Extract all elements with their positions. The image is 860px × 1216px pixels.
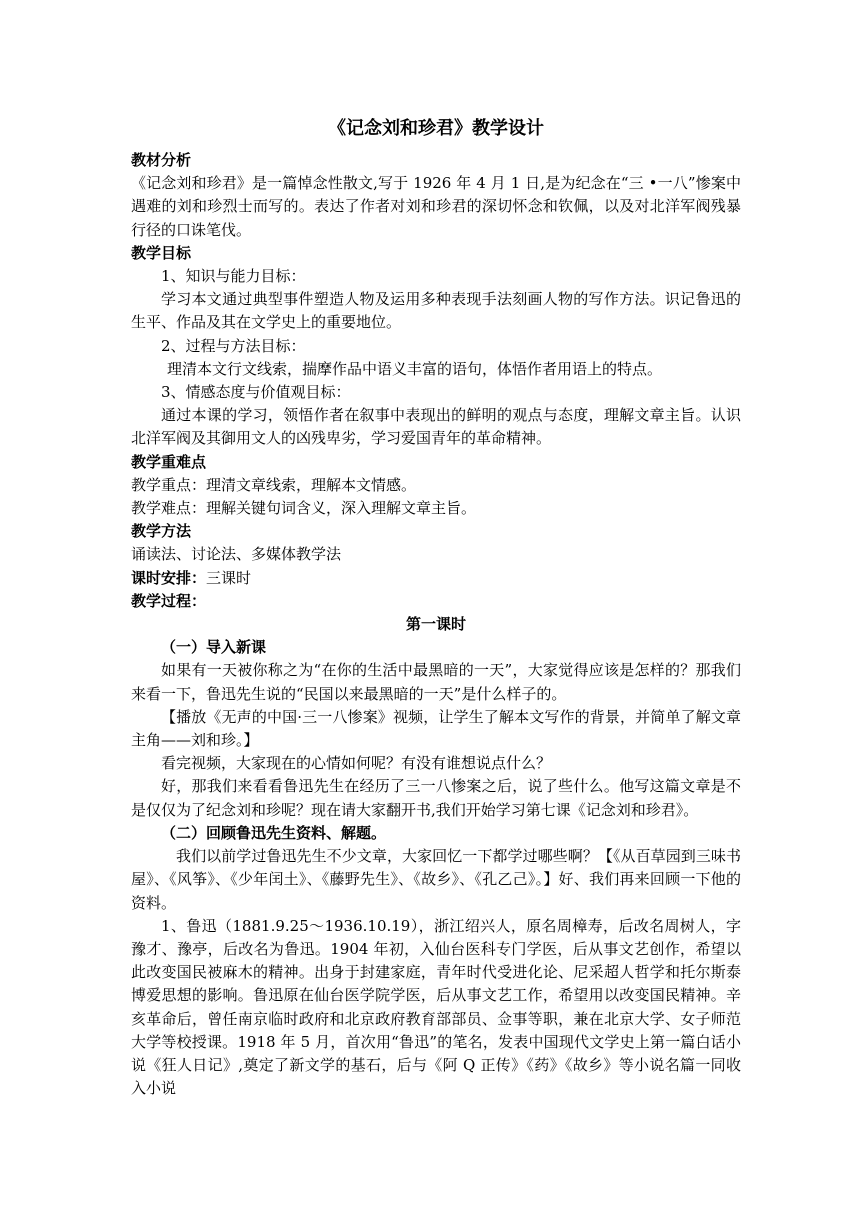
part1-paragraph-1: 如果有一天被你称之为“在你的生活中最黑暗的一天”，大家觉得应该是怎样的？那我们来看一下，鲁迅先生说的“民国以来最黑暗的一天”是什么样子的。 <box>131 661 741 703</box>
process-heading: 教学过程： <box>131 591 207 610</box>
part1-heading: （一）导入新课 <box>161 638 267 657</box>
goal2-text: 理清本文行文线索，揣摩作品中语义丰富的语句，体悟作者用语上的特点。 <box>167 359 663 378</box>
key-point: 教学重点：理清文章线索，理解本文情感。 <box>131 475 417 494</box>
lesson1-heading: 第一课时 <box>405 615 466 634</box>
material-heading: 教材分析 <box>131 151 192 169</box>
part2-paragraph-1: 我们以前学过鲁迅先生不少文章，大家回忆一下都学过哪些啊？【《从百草园到三味书屋》、《风筝》、《少年闰土》、《藤野先生》、《故乡》、《孔乙己》。】好、我们再来回顾一下他的资料。 <box>131 847 741 912</box>
schedule-line <box>131 567 741 590</box>
part1-paragraph-4: 好，那我们来看看鲁迅先生在经历了三一八惨案之后，说了些什么。他写这篇文章是不是仅仅为了纪念刘和珍呢？现在请大家翻开书,我们开始学习第七课《记念刘和珍君》。 <box>131 777 741 819</box>
part2-heading: （二）回顾鲁迅先生资料、解题。 <box>161 823 387 842</box>
goals-heading: 教学目标 <box>131 243 192 262</box>
goal3-text: 通过本课的学习，领悟作者在叙事中表现出的鲜明的观点与态度，理解文章主旨。认识北洋军阀及其御用文人的凶残卑劣，学习爱国青年的革命精神。 <box>131 406 741 448</box>
part2-paragraph-2: 1、鲁迅（1881.9.25～1936.10.19），浙江绍兴人，原名周樟寿，后改名周树人，字豫才、豫亭，后改名为鲁迅。1904 年初，入仙台医科专门学医，后从事文艺创作，希望以此改变国民被麻木的精神。出身于封建家庭，青年时代受进化论、尼采超人哲学和托尔斯泰博爱思想的影响。鲁迅原在仙台医学院学医，后从事文艺工作，希望用以改变国民精神。辛亥革命后，曾任南京临时政府和北京政府教育部部员、佥事等职，兼在北京大学、女子师范大学等校授课。1918 年 5 月，首次用“鲁迅”的笔名，发表中国现代文学史上第一篇白话小说《狂人日记》,奠定了新文学的基石，后与《阿 Q 正传》《药》《故乡》等小说名篇一同收入小说 <box>131 916 741 1098</box>
goal1-text: 学习本文通过典型事件塑造人物及运用多种表现手法刻画人物的写作方法。识记鲁迅的生平、作品及其在文学史上的重要地位。 <box>131 290 741 332</box>
schedule-value: 三课时 <box>206 568 252 587</box>
document-page <box>131 116 741 1100</box>
method-text: 诵读法、讨论法、多媒体教学法 <box>131 545 342 564</box>
part1-paragraph-2: 【播放《无声的中国·三一八惨案》视频，让学生了解本文写作的背景，并简单了解文章主角——刘和珍。】 <box>131 707 741 750</box>
key-heading: 教学重难点 <box>131 452 207 471</box>
method-heading: 教学方法 <box>131 522 192 541</box>
material-text: 《记念刘和珍君》是一篇悼念性散文,写于 1926 年 4 月 1 日,是为纪念在“三 •一八”惨案中遇难的刘和珍烈士而写的。表达了作者对刘和珍君的深切怀念和钦佩，以及对北洋军阀残暴行径的口诛笔伐。 <box>131 174 741 239</box>
goal1-label: 1、知识与能力目标： <box>161 267 306 286</box>
document-title: 《记念刘和珍君》教学设计 <box>328 118 544 139</box>
goal2-label: 2、过程与方法目标： <box>161 336 306 355</box>
schedule-label: 课时安排： <box>131 568 207 587</box>
part1-paragraph-3: 看完视频，大家现在的心情如何呢？有没有谁想说点什么？ <box>161 754 552 773</box>
goal3-label: 3、情感态度与价值观目标： <box>161 383 351 402</box>
difficult-point: 教学难点：理解关键句词含义，深入理解文章主旨。 <box>131 499 477 518</box>
